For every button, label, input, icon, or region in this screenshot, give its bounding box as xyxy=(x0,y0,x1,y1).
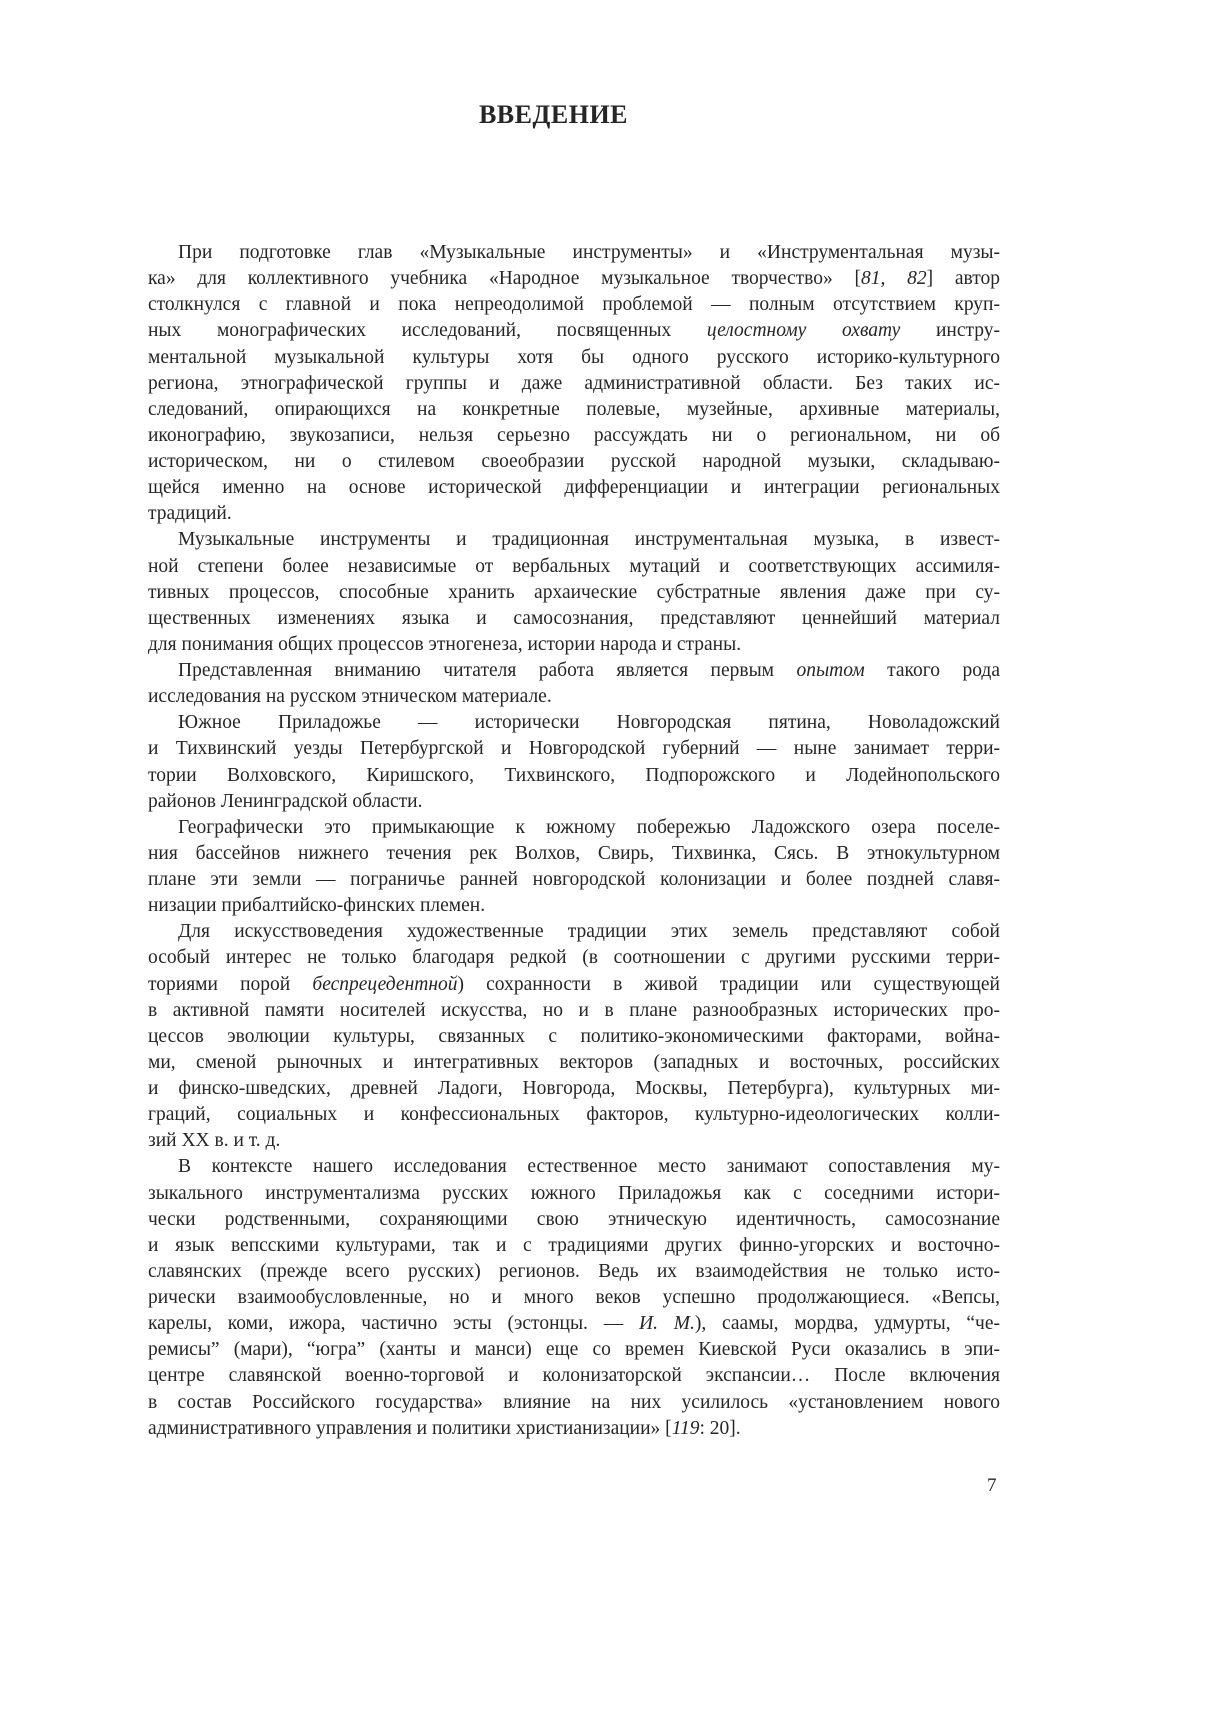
italic-text: беспрецедентной xyxy=(312,973,458,995)
text-line: центре славянской военно-торговой и колонизаторской экспансии… После включения xyxy=(148,1365,1000,1387)
text-line: ремисы” (мари), “югра” (ханты и манси) еще со времен Киевской Руси оказались в эпи- xyxy=(148,1339,1000,1361)
body-text xyxy=(148,240,1000,1442)
text-segment: : 20]. xyxy=(699,1417,741,1439)
text-line: граций, социальных и конфессиональных факторов, культурно-идеологических колли- xyxy=(148,1104,1000,1126)
text-line: особый интерес не только благодаря редкой (в соотношении с другими русскими терри- xyxy=(148,947,1000,969)
text-line: для понимания общих процессов этногенеза, истории народа и страны. xyxy=(148,633,742,655)
italic-text: опытом xyxy=(796,660,865,681)
text-segment: инстру- xyxy=(900,320,1000,342)
paragraph xyxy=(148,527,1000,658)
text-line: Для искусствоведения художественные традиции этих земель представляют собой xyxy=(178,921,1000,943)
text-line: тивных процессов, способные хранить архаические субстратные явления даже при су- xyxy=(148,581,1000,603)
text-line: ной степени более независимые от вербальных мутаций и соответствующих ассимиля- xyxy=(148,555,1000,577)
paragraph xyxy=(148,815,1000,920)
text-line: и Тихвинский уезды Петербургской и Новгородской губерний — ныне занимает терри- xyxy=(148,738,1000,760)
text-segment: ториями порой xyxy=(148,973,313,995)
text-line: ния бассейнов нижнего течения рек Волхов, Свирь, Тихвинка, Сясь. В этнокультурном xyxy=(148,842,1000,864)
text-line: зий XX в. и т. д. xyxy=(148,1130,281,1152)
text-line: славянских (прежде всего русских) регионов. Ведь их взаимодействия не только исто- xyxy=(148,1260,1000,1282)
page-number: 7 xyxy=(987,1475,997,1496)
text-line: рически взаимообусловленные, но и много веков успешно продолжающиеся. «Вепсы, xyxy=(148,1287,1000,1308)
text-line: иконографию, звукозаписи, нельзя серьезно рассуждать ни о региональном, ни об xyxy=(148,424,1000,446)
paragraph xyxy=(148,240,1000,527)
text-segment: ка» для коллективного учебника «Народное музыкальное творчество» [ xyxy=(148,268,861,290)
text-line xyxy=(148,1311,1000,1337)
text-line: чески родственными, сохраняющими свою этническую идентичность, самосознание xyxy=(148,1208,1000,1230)
paragraph xyxy=(148,710,1000,815)
italic-text: 119 xyxy=(671,1417,700,1439)
text-line: в состав Российского государства» влияние на них усилилось «установлением нового xyxy=(148,1391,1000,1413)
text-line: традиций. xyxy=(148,503,232,525)
text-segment: такого рода xyxy=(864,660,1000,681)
text-line: и финско-шведских, древней Ладоги, Новгорода, Москвы, Петербурга), культурных ми- xyxy=(148,1078,1000,1099)
text-line: в активной памяти носителей искусства, но и в плане разнообразных исторических про- xyxy=(148,999,1000,1021)
text-line: Музыкальные инструменты и традиционная инструментальная музыка, в извест- xyxy=(178,529,1000,551)
text-segment: ных монографических исследований, посвященных xyxy=(148,320,707,342)
italic-text: 81, 82 xyxy=(861,268,927,290)
paragraph xyxy=(148,1154,1000,1441)
text-segment: административного управления и политики христианизации» [ xyxy=(148,1417,672,1439)
italic-text: целостному охвату xyxy=(706,320,901,342)
text-segment: Представленная вниманию читателя работа является первым xyxy=(178,660,797,681)
text-line: плане эти земли — пограничье ранней новгородской колонизации и более поздней славя- xyxy=(148,869,1000,890)
paragraph xyxy=(148,919,1000,1154)
text-line: следований, опирающихся на конкретные полевые, музейные, архивные материалы, xyxy=(148,398,1000,420)
text-line: В контексте нашего исследования естественное место занимают сопоставления му- xyxy=(178,1156,1000,1178)
text-segment: ), саамы, мордва, удмурты, “че- xyxy=(694,1313,1000,1335)
text-line: тории Волховского, Киришского, Тихвинского, Подпорожского и Лодейнопольского xyxy=(148,764,1000,786)
text-line xyxy=(148,1416,1000,1442)
text-line xyxy=(148,972,1000,998)
text-line: цессов эволюции культуры, связанных с политико-экономическими факторами, война- xyxy=(148,1025,1000,1047)
text-line xyxy=(148,266,1000,292)
chapter-title: ВВЕДЕНИЕ xyxy=(478,100,629,129)
text-line xyxy=(148,318,1000,344)
text-line: Южное Приладожье — исторически Новгородская пятина, Новоладожский xyxy=(178,712,1000,734)
text-line: При подготовке глав «Музыкальные инструменты» и «Инструментальная музы- xyxy=(178,242,1000,263)
text-line: Географически это примыкающие к южному побережью Ладожского озера поселе- xyxy=(178,816,1000,838)
text-line: щейся именно на основе исторической дифференциации и интеграции региональных xyxy=(148,477,1000,499)
text-line: региона, этнографической группы и даже административной области. Без таких ис- xyxy=(148,372,1000,394)
text-line: ми, сменой рыночных и интегративных векторов (западных и восточных, российских xyxy=(148,1051,1000,1073)
text-line: низации прибалтийско-финских племен. xyxy=(148,895,486,917)
italic-text: И. М. xyxy=(639,1313,695,1335)
text-line: ментальной музыкальной культуры хотя бы одного русского историко-культурного xyxy=(148,346,1000,368)
text-line: районов Ленинградской области. xyxy=(148,790,423,812)
text-line xyxy=(148,658,1000,684)
text-segment: карелы, коми, ижора, частично эсты (эстонцы. — xyxy=(148,1313,639,1335)
text-line: и язык вепсскими культурами, так и с традициями других финно-угорских и восточно- xyxy=(148,1234,1000,1256)
text-line: исследования на русском этническом материале. xyxy=(148,686,552,708)
paragraph xyxy=(148,658,1000,710)
text-segment: ) сохранности в живой традиции или существующей xyxy=(457,973,1000,995)
text-segment: ] автор xyxy=(926,268,1001,290)
text-line: зыкального инструментализма русских южного Приладожья как с соседними истори- xyxy=(148,1182,1000,1204)
text-line: историческом, ни о стилевом своеобразии русской народной музыки, складываю- xyxy=(148,451,1000,472)
text-line: щественных изменениях языка и самосознания, представляют ценнейший материал xyxy=(148,607,1000,629)
text-line: столкнулся с главной и пока непреодолимой проблемой — полным отсутствием круп- xyxy=(148,294,1000,316)
